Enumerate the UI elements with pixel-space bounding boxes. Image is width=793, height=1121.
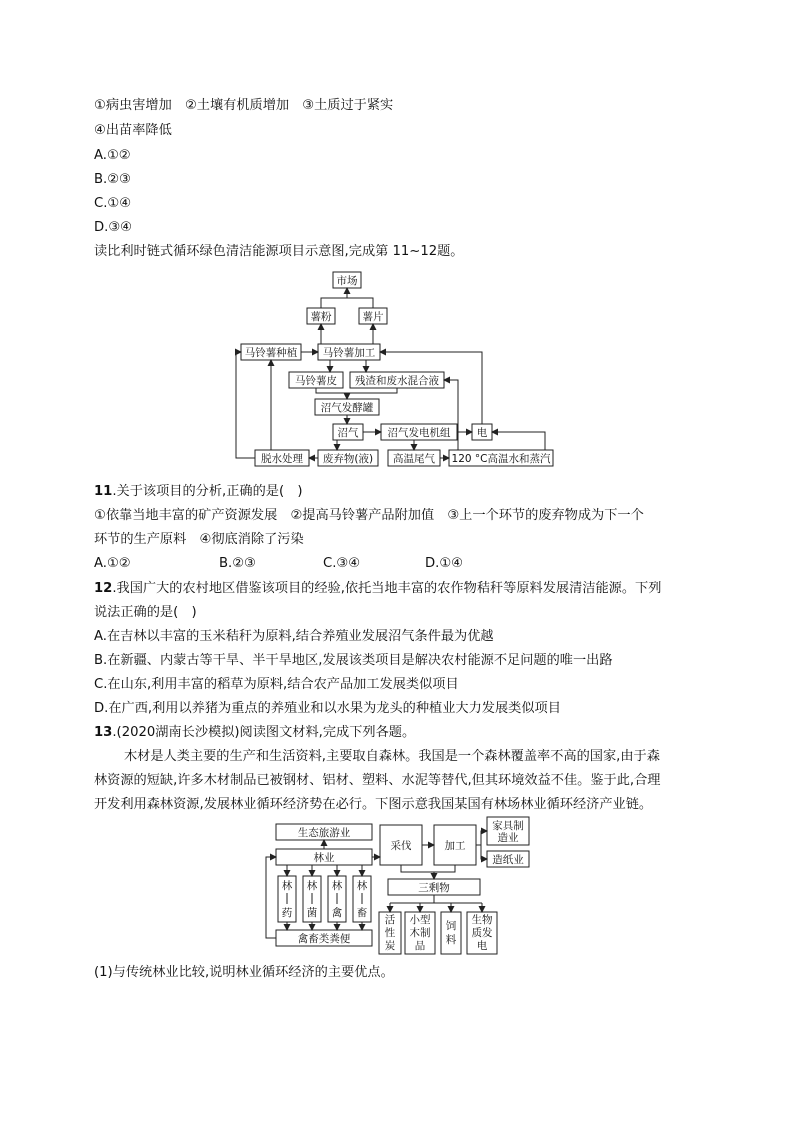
q11-choice-b: B.②③	[219, 556, 256, 571]
sub-industry-forest-livestock	[353, 876, 371, 922]
q10-options-line2: ④出苗率降低	[94, 123, 172, 138]
q10-choice-d: D.③④	[94, 220, 132, 235]
q11-options-line2: 环节的生产原料 ④彻底消除了污染	[94, 532, 304, 547]
label-hot-water: 120 °C高温水和蒸汽	[451, 453, 551, 465]
label-feed-2: 料	[445, 934, 457, 946]
box-feed	[441, 912, 461, 954]
sub-industry-forest-fungus	[303, 876, 321, 922]
label-residues: 三剩物	[418, 882, 450, 894]
sub-char: 林	[356, 880, 368, 892]
label-paper: 造纸业	[492, 854, 524, 866]
q13-para-line2: 林资源的短缺,许多木材制品已被钢材、铝材、塑料、水泥等替代,但其环境效益不佳。鉴于此,合理	[94, 773, 661, 788]
label-tourism: 生态旅游业	[297, 827, 351, 839]
label-bio-3: 电	[476, 940, 488, 952]
label-digester: 沼气发酵罐	[320, 402, 374, 414]
sub-char: 禽	[331, 907, 343, 919]
q12-stem-line2: 说法正确的是( )	[94, 605, 197, 620]
q13-para-line1: 木材是人类主要的生产和生活资料,主要取自森林。我国是一个森林覆盖率不高的国家,由于森	[124, 749, 660, 764]
label-carbon-1: 活	[384, 914, 396, 926]
q12-number: 12	[94, 581, 113, 596]
label-wood-1: 小型	[409, 914, 431, 926]
label-starch: 薯粉	[310, 311, 332, 323]
label-furniture-2: 造业	[497, 832, 519, 844]
q13-sub1: (1)与传统林业比较,说明林业循环经济的主要优点。	[94, 965, 394, 980]
sub-industry-forest-poultry	[328, 876, 346, 922]
q11-stem-text: .关于该项目的分析,正确的是( )	[112, 484, 303, 499]
label-manure: 禽畜类粪便	[297, 933, 351, 945]
label-bio-1: 生物	[471, 914, 493, 926]
label-market: 市场	[336, 275, 358, 287]
sub-char: 林	[281, 880, 293, 892]
label-peel: 马铃薯皮	[295, 375, 337, 387]
q10-choice-b: B.②③	[94, 172, 131, 187]
sub-char: 林	[306, 880, 318, 892]
sub-char: 畜	[356, 907, 368, 919]
q11-choice-c: C.③④	[323, 556, 361, 571]
q12-option-d: D.在广西,利用以养猪为重点的养殖业和以水果为龙头的种植业大力发展类似项目	[94, 701, 561, 716]
q12-stem-text: .我国广大的农村地区借鉴该项目的经验,依托当地丰富的农作物秸秆等原料发展清洁能源。下列	[112, 581, 662, 596]
label-processing: 马铃薯加工	[322, 347, 376, 359]
label-carbon-2: 性	[384, 927, 396, 939]
intro-11-12: 读比利时链式循环绿色清洁能源项目示意图,完成第 11~12题。	[94, 244, 464, 259]
label-dewater: 脱水处理	[261, 453, 303, 465]
q11-choice-a: A.①②	[94, 556, 131, 571]
label-generator: 沼气发电机组	[387, 427, 451, 439]
q10-choice-c: C.①④	[94, 196, 132, 211]
label-furniture-1: 家具制	[492, 820, 524, 832]
sub-char: 药	[281, 907, 293, 919]
label-processing2: 加工	[444, 840, 466, 852]
q11-number: 11	[94, 484, 113, 499]
label-bio-2: 质发	[471, 927, 493, 939]
q11-options-line1: ①依靠当地丰富的矿产资源发展 ②提高马铃薯产品附加值 ③上一个环节的废弃物成为下一个	[94, 508, 644, 523]
label-biogas: 沼气	[337, 427, 359, 439]
label-planting: 马铃薯种植	[244, 347, 298, 359]
sub-char: 菌	[306, 907, 318, 919]
label-waste: 废弃物(液)	[322, 453, 374, 465]
label-residue: 残渣和废水混合液	[355, 375, 439, 387]
q12-option-c: C.在山东,利用丰富的稻草为原料,结合农产品加工发展类似项目	[94, 677, 459, 692]
label-chips: 薯片	[362, 311, 384, 323]
q13-para-line3: 开发利用森林资源,发展林业循环经济势在必行。下图示意我国某国有林场林业循环经济产业链。	[94, 797, 653, 812]
label-electricity: 电	[476, 427, 488, 439]
q12-option-b: B.在新疆、内蒙古等干旱、半干旱地区,发展该类项目是解决农村能源不足问题的唯一出路	[94, 653, 613, 668]
label-wood-2: 木制	[409, 927, 431, 939]
q11-choice-d: D.①④	[425, 556, 463, 571]
label-exhaust: 高温尾气	[393, 453, 435, 465]
label-carbon-3: 炭	[384, 940, 396, 952]
label-felling: 采伐	[390, 840, 412, 852]
label-feed-1: 饲	[445, 920, 457, 932]
label-forestry: 林业	[313, 852, 335, 864]
q13-number: 13	[94, 725, 113, 740]
label-wood-3: 品	[414, 940, 426, 952]
q12-option-a: A.在吉林以丰富的玉米秸秆为原料,结合养殖业发展沼气条件最为优越	[94, 629, 494, 644]
q13-stem-text: .(2020湖南长沙模拟)阅读图文材料,完成下列各题。	[112, 725, 416, 740]
q10-choice-a: A.①②	[94, 148, 131, 163]
q10-options-line1: ①病虫害增加 ②土壤有机质增加 ③土质过于紧实	[94, 98, 394, 113]
sub-industry-forest-medicine	[278, 876, 296, 922]
sub-char: 林	[331, 880, 343, 892]
